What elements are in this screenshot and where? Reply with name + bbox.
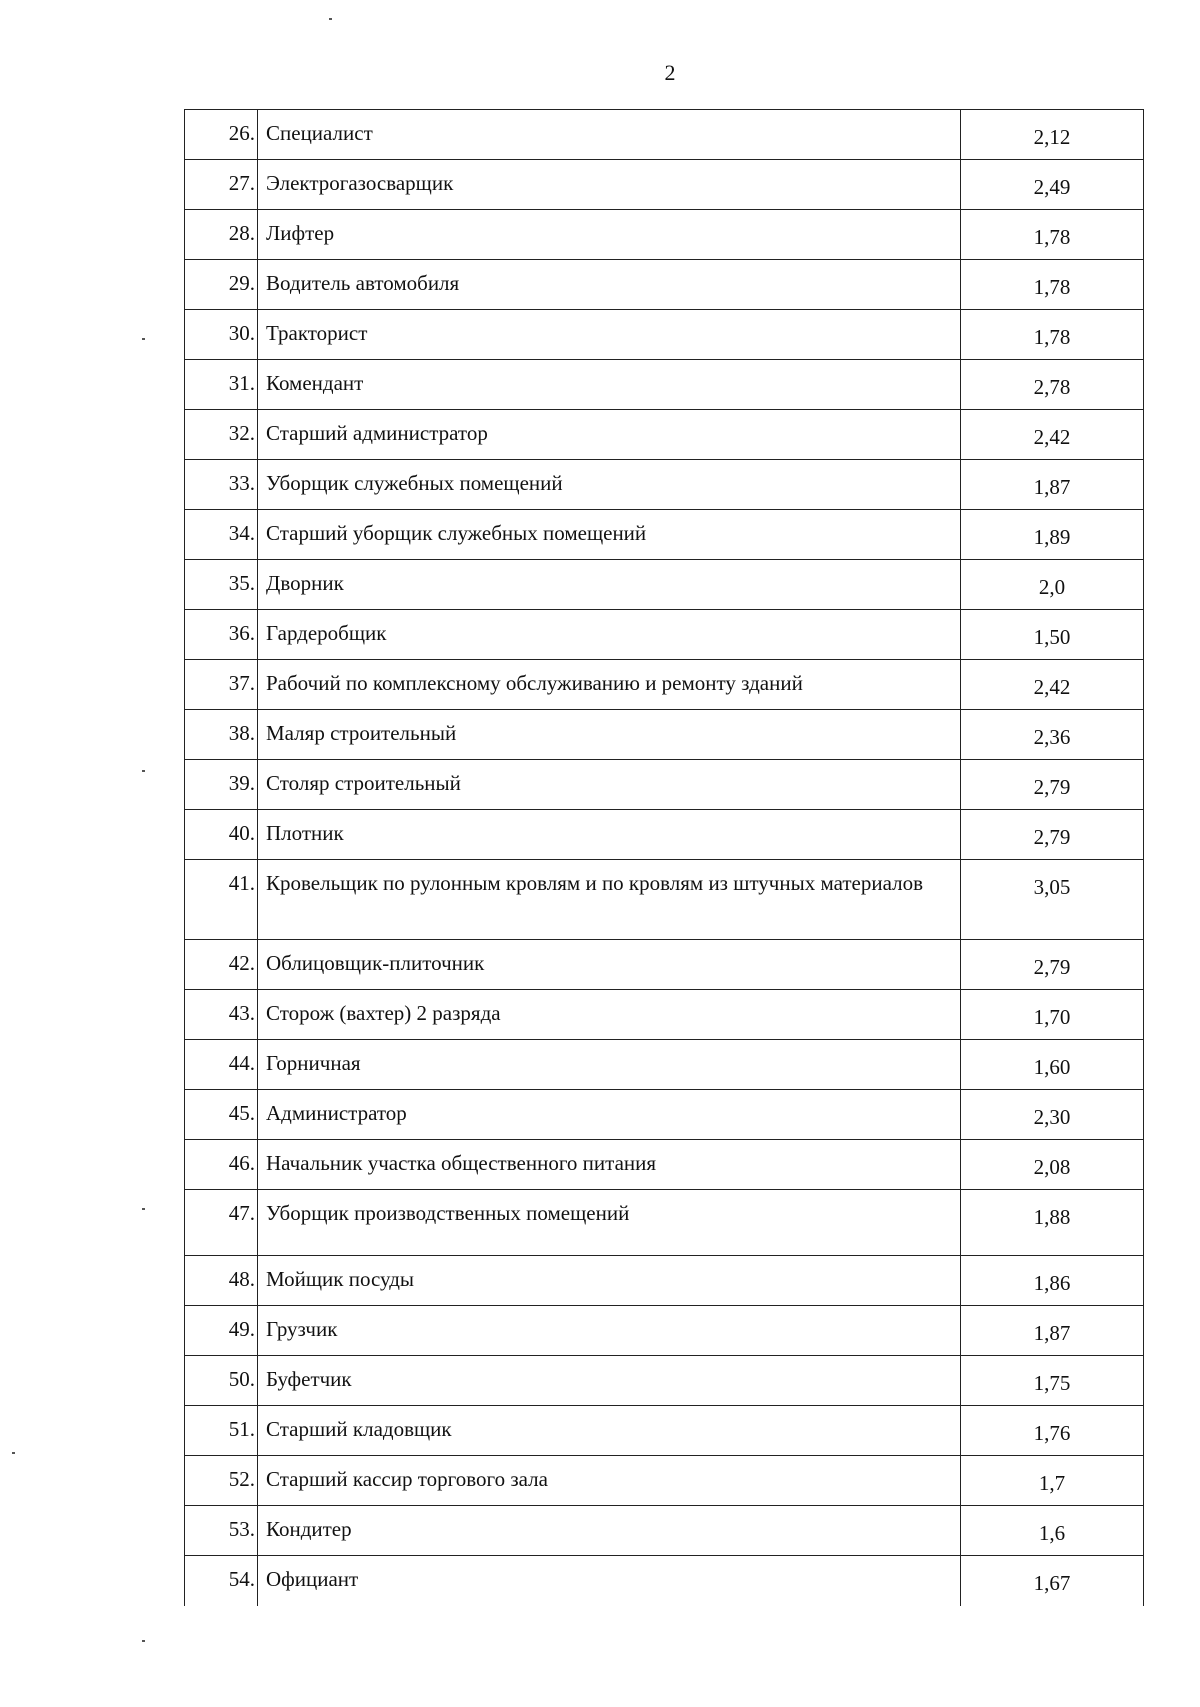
- table-row: [185, 1556, 1144, 1606]
- coefficient-value: 1,78: [961, 260, 1144, 310]
- position-name: Старший администратор: [258, 410, 961, 460]
- coefficient-value: 1,89: [961, 510, 1144, 560]
- position-name: Старший уборщик служебных помещений: [258, 510, 961, 560]
- position-name: Администратор: [258, 1090, 961, 1140]
- coefficient-value: 2,42: [961, 660, 1144, 710]
- coefficient-value: 2,36: [961, 710, 1144, 760]
- table-row: [185, 210, 1144, 260]
- table-row: [185, 1190, 1144, 1256]
- row-number: 52.: [185, 1456, 258, 1506]
- row-number: 45.: [185, 1090, 258, 1140]
- row-number: 54.: [185, 1556, 258, 1606]
- table-row: [185, 410, 1144, 460]
- scan-mark: [142, 770, 145, 772]
- position-name: Комендант: [258, 360, 961, 410]
- coefficient-value: 1,86: [961, 1256, 1144, 1306]
- position-name: Рабочий по комплексному обслуживанию и ремонту зданий: [258, 660, 961, 710]
- coefficient-value: 1,76: [961, 1406, 1144, 1456]
- row-number: 43.: [185, 990, 258, 1040]
- coefficient-value: 1,67: [961, 1556, 1144, 1606]
- row-number: 36.: [185, 610, 258, 660]
- position-name: Мойщик посуды: [258, 1256, 961, 1306]
- row-number: 32.: [185, 410, 258, 460]
- coefficient-value: 1,87: [961, 460, 1144, 510]
- position-name: Уборщик служебных помещений: [258, 460, 961, 510]
- position-name: Лифтер: [258, 210, 961, 260]
- coefficient-value: 1,88: [961, 1190, 1144, 1256]
- position-name: Плотник: [258, 810, 961, 860]
- row-number: 33.: [185, 460, 258, 510]
- scan-mark: [329, 18, 332, 20]
- scan-mark: [142, 1640, 145, 1642]
- coefficient-value: 1,70: [961, 990, 1144, 1040]
- coefficient-value: 3,05: [961, 860, 1144, 940]
- row-number: 41.: [185, 860, 258, 940]
- coefficient-value: 1,75: [961, 1356, 1144, 1406]
- table-row: [185, 110, 1144, 160]
- position-name: Уборщик производственных помещений: [258, 1190, 961, 1256]
- position-name: Электрогазосварщик: [258, 160, 961, 210]
- scan-mark: [142, 1208, 145, 1210]
- table-row: [185, 1256, 1144, 1306]
- position-name: Кровельщик по рулонным кровлям и по кровлям из штучных материалов: [258, 860, 961, 940]
- position-name: Сторож (вахтер) 2 разряда: [258, 990, 961, 1040]
- coefficient-value: 1,7: [961, 1456, 1144, 1506]
- position-name: Маляр строительный: [258, 710, 961, 760]
- coefficient-value: 2,12: [961, 110, 1144, 160]
- table-row: [185, 160, 1144, 210]
- coefficient-value: 2,79: [961, 760, 1144, 810]
- table-row: [185, 810, 1144, 860]
- position-name: Старший кассир торгового зала: [258, 1456, 961, 1506]
- table-row: [185, 660, 1144, 710]
- position-name: Грузчик: [258, 1306, 961, 1356]
- row-number: 26.: [185, 110, 258, 160]
- row-number: 37.: [185, 660, 258, 710]
- row-number: 31.: [185, 360, 258, 410]
- row-number: 46.: [185, 1140, 258, 1190]
- table-row: [185, 260, 1144, 310]
- row-number: 27.: [185, 160, 258, 210]
- table-row: [185, 1506, 1144, 1556]
- table-row: [185, 990, 1144, 1040]
- coefficient-value: 2,30: [961, 1090, 1144, 1140]
- table-row: [185, 460, 1144, 510]
- table-row: [185, 510, 1144, 560]
- table-row: [185, 1456, 1144, 1506]
- coefficient-value: 2,08: [961, 1140, 1144, 1190]
- position-name: Буфетчик: [258, 1356, 961, 1406]
- row-number: 51.: [185, 1406, 258, 1456]
- row-number: 40.: [185, 810, 258, 860]
- page-number: 2: [664, 60, 676, 85]
- table-row: [185, 940, 1144, 990]
- position-name: Облицовщик-плиточник: [258, 940, 961, 990]
- coefficient-value: 1,78: [961, 310, 1144, 360]
- table-row: [185, 710, 1144, 760]
- row-number: 53.: [185, 1506, 258, 1556]
- coefficient-value: 2,42: [961, 410, 1144, 460]
- coefficient-value: 1,78: [961, 210, 1144, 260]
- table-row: [185, 610, 1144, 660]
- coefficient-value: 2,79: [961, 940, 1144, 990]
- position-name: Начальник участка общественного питания: [258, 1140, 961, 1190]
- row-number: 48.: [185, 1256, 258, 1306]
- row-number: 50.: [185, 1356, 258, 1406]
- row-number: 47.: [185, 1190, 258, 1256]
- table-row: [185, 1306, 1144, 1356]
- rates-table-container: [184, 109, 1144, 1606]
- coefficient-value: 2,78: [961, 360, 1144, 410]
- coefficient-value: 1,6: [961, 1506, 1144, 1556]
- row-number: 34.: [185, 510, 258, 560]
- row-number: 39.: [185, 760, 258, 810]
- position-name: Тракторист: [258, 310, 961, 360]
- table-row: [185, 1406, 1144, 1456]
- scan-mark: [142, 338, 145, 340]
- coefficient-value: 2,79: [961, 810, 1144, 860]
- table-row: [185, 1356, 1144, 1406]
- rates-table-body: [185, 110, 1144, 1606]
- row-number: 42.: [185, 940, 258, 990]
- table-row: [185, 1040, 1144, 1090]
- position-name: Дворник: [258, 560, 961, 610]
- coefficient-value: 1,50: [961, 610, 1144, 660]
- position-name: Горничная: [258, 1040, 961, 1090]
- position-name: Столяр строительный: [258, 760, 961, 810]
- row-number: 29.: [185, 260, 258, 310]
- table-row: [185, 360, 1144, 410]
- position-name: Водитель автомобиля: [258, 260, 961, 310]
- position-name: Гардеробщик: [258, 610, 961, 660]
- position-name: Кондитер: [258, 1506, 961, 1556]
- table-row: [185, 760, 1144, 810]
- table-row: [185, 560, 1144, 610]
- coefficient-value: 1,87: [961, 1306, 1144, 1356]
- table-row: [185, 860, 1144, 940]
- row-number: 38.: [185, 710, 258, 760]
- rates-table: [184, 109, 1144, 1606]
- row-number: 28.: [185, 210, 258, 260]
- position-name: Старший кладовщик: [258, 1406, 961, 1456]
- scan-mark: [12, 1452, 15, 1454]
- position-name: Специалист: [258, 110, 961, 160]
- coefficient-value: 2,0: [961, 560, 1144, 610]
- coefficient-value: 2,49: [961, 160, 1144, 210]
- row-number: 49.: [185, 1306, 258, 1356]
- row-number: 35.: [185, 560, 258, 610]
- table-row: [185, 310, 1144, 360]
- row-number: 44.: [185, 1040, 258, 1090]
- table-row: [185, 1090, 1144, 1140]
- row-number: 30.: [185, 310, 258, 360]
- table-row: [185, 1140, 1144, 1190]
- coefficient-value: 1,60: [961, 1040, 1144, 1090]
- position-name: Официант: [258, 1556, 961, 1606]
